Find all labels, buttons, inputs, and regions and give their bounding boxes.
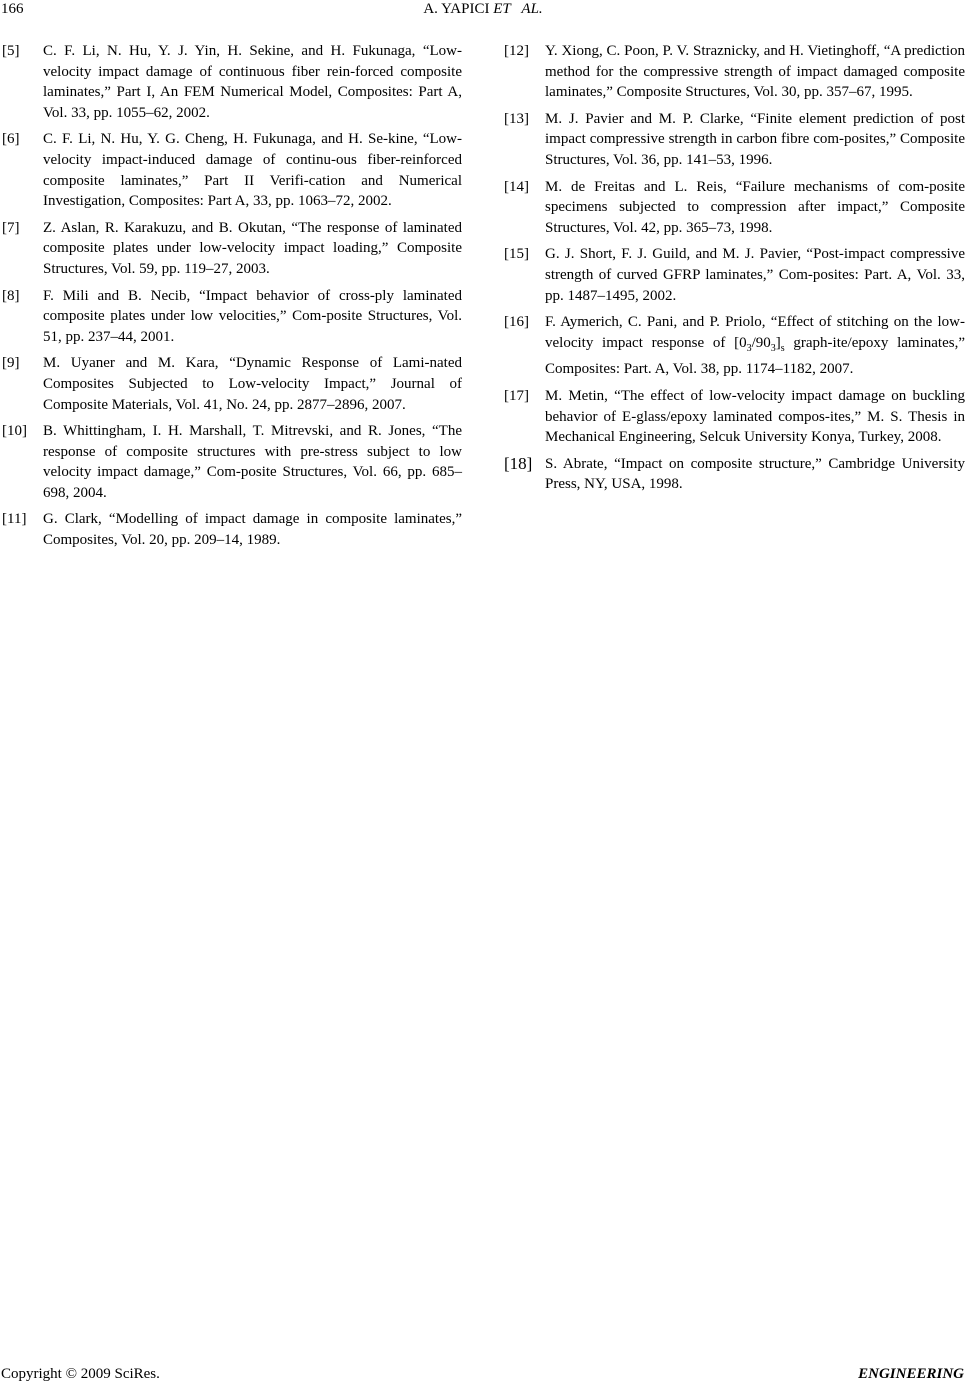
- subscript: s: [780, 342, 785, 354]
- running-head-author: A. YAPICI: [423, 1, 490, 17]
- reference-item: [2, 286, 462, 348]
- reference-number: [8]: [2, 287, 20, 304]
- reference-text: M. Metin, “The effect of low-velocity impact damage on buckling behavior of E-glass/epoxy laminated compos-ites,” M. S. Thesis in Mechanical Engineering, Selcuk University Konya, Turkey, 2008.: [545, 387, 965, 446]
- reference-item: [2, 353, 462, 415]
- reference-text: G. Clark, “Modelling of impact damage in composite laminates,” Composites, Vol. 20, pp. 209–14, 1989.: [43, 511, 462, 549]
- reference-text-part: graph-ite/epoxy laminates,” Composites: Part. A, Vol. 38, pp. 1174–1182, 2007.: [545, 334, 965, 378]
- references-right-column: [504, 41, 965, 501]
- copyright-text: Copyright © 2009 SciRes.: [1, 1366, 160, 1382]
- reference-number: [17]: [504, 387, 529, 404]
- running-head-et-al: ET AL.: [493, 1, 543, 17]
- reference-number: [13]: [504, 110, 529, 127]
- reference-text: F. Mili and B. Necib, “Impact behavior of cross-ply laminated composite plates under low velocities,” Com-posite Structures, Vol. 51, pp. 237–44, 2001.: [43, 287, 462, 345]
- reference-item: [2, 509, 462, 550]
- reference-number: [10]: [2, 423, 27, 440]
- reference-item: [504, 109, 965, 171]
- reference-number: [9]: [2, 355, 20, 372]
- subscript: 3: [770, 342, 776, 354]
- reference-item: [2, 129, 462, 211]
- reference-number: [12]: [504, 43, 529, 59]
- references-left-column: [2, 41, 462, 557]
- reference-item: [504, 41, 965, 103]
- reference-text: M. de Freitas and L. Reis, “Failure mechanisms of com-posite specimens subjected to compression after impact,” Composite Structures, Vol. 42, pp. 365–73, 1998.: [545, 178, 965, 236]
- reference-item: [2, 421, 462, 503]
- reference-item: [2, 41, 462, 123]
- journal-name: ENGINEERING: [858, 1366, 964, 1382]
- reference-number: [6]: [2, 131, 20, 148]
- page-header: [0, 0, 966, 22]
- page-number: 166: [1, 1, 24, 17]
- reference-text: [545, 312, 965, 380]
- reference-text: S. Abrate, “Impact on composite structure,” Cambridge University Press, NY, USA, 1998.: [545, 455, 965, 493]
- reference-text: M. Uyaner and M. Kara, “Dynamic Response of Lami-nated Composites Subjected to Low-velocity Impact,” Journal of Composite Materials, Vol. 41, No. 24, pp. 2877–2896, 2007.: [43, 355, 462, 413]
- reference-text: Z. Aslan, R. Karakuzu, and B. Okutan, “The response of laminated composite plates under low-velocity impact loading,” Composite Structures, Vol. 59, pp. 119–27, 2003.: [43, 219, 462, 277]
- subscript: 3: [746, 342, 752, 354]
- reference-text-part: /90: [751, 334, 771, 351]
- reference-item: [2, 218, 462, 280]
- reference-number: [15]: [504, 246, 529, 263]
- reference-number: [7]: [2, 219, 20, 236]
- reference-item: [504, 386, 965, 448]
- reference-text: M. J. Pavier and M. P. Clarke, “Finite element prediction of post impact compressive strength in carbon fibre com-posites,” Composite Structures, Vol. 36, pp. 141–53, 1996.: [545, 110, 965, 168]
- reference-number: [11]: [2, 511, 27, 528]
- reference-text: B. Whittingham, I. H. Marshall, T. Mitrevski, and R. Jones, “The response of composite structures with pre-stress subject to low velocity impact damage,” Com-posite Structures, Vol. 66, pp. 685–698, 2004.: [43, 423, 462, 501]
- reference-number: [16]: [504, 314, 529, 331]
- reference-text: G. J. Short, F. J. Guild, and M. J. Pavier, “Post-impact compressive strength of curved GFRP laminates,” Com-posites: Part. A, Vol. 33, pp. 1487–1495, 2002.: [545, 246, 965, 304]
- reference-text: C. F. Li, N. Hu, Y. J. Yin, H. Sekine, and H. Fukunaga, “Low-velocity impact damage of continuous fiber rein-forced composite laminates,” Part I, An FEM Numerical Model, Composites: Part A, Vol. 33, pp. 1055–62, 2002.: [43, 43, 462, 121]
- running-head: [0, 1, 966, 18]
- reference-number: [18]: [504, 453, 533, 473]
- reference-text: Y. Xiong, C. Poon, P. V. Straznicky, and H. Vietinghoff, “A prediction method for the compressive strength of impact damaged composite laminates,” Composite Structures, Vol. 30, pp. 357–67, 1995.: [545, 43, 965, 101]
- reference-text-part: ]: [775, 334, 781, 351]
- reference-item: [504, 244, 965, 306]
- page-footer: [0, 1364, 966, 1386]
- reference-item: [504, 177, 965, 239]
- reference-item: [504, 454, 965, 495]
- reference-number: [14]: [504, 178, 529, 195]
- reference-number: [5]: [2, 43, 20, 59]
- reference-text-part: F. Aymerich, C. Pani, and P. Priolo, “Effect of stitching on the low-velocity impact response of [0: [545, 314, 965, 351]
- reference-text: C. F. Li, N. Hu, Y. G. Cheng, H. Fukunaga, and H. Se-kine, “Low-velocity impact-induced damage of continu-ous fiber-reinforced composite laminates,” Part II Verifi-cation and Numerical Investigation, Composites: Part A, 33, pp. 1063–72, 2002.: [43, 131, 462, 210]
- reference-item: [504, 312, 965, 380]
